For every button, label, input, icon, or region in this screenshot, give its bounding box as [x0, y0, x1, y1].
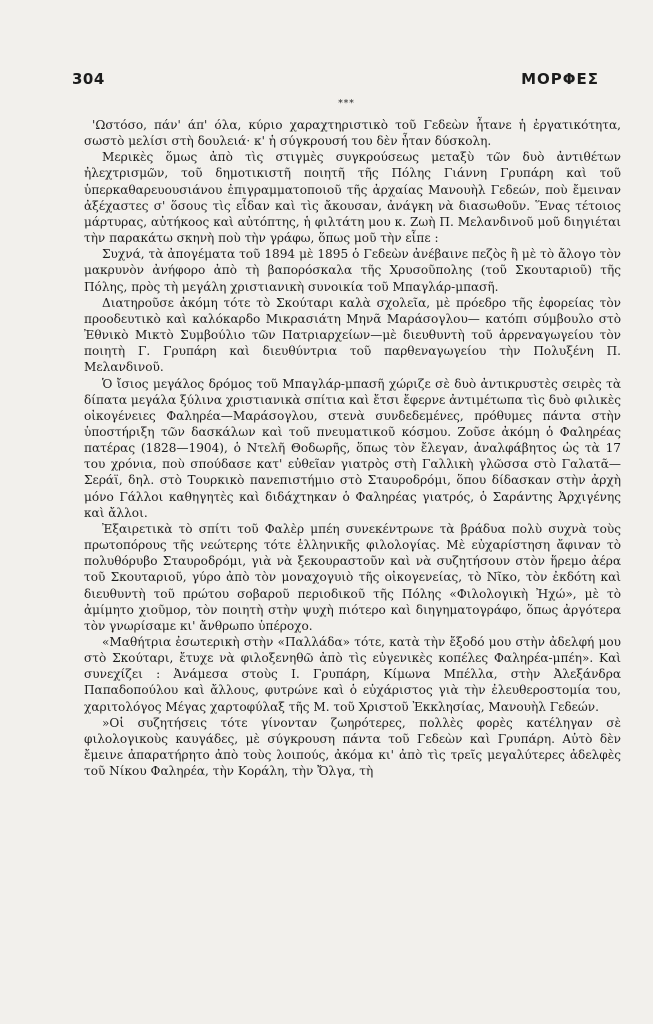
paragraph: Ἐξαιρετικὰ τὸ σπίτι τοῦ Φαλὲρ μπέη συνεκέντρωνε τὰ βράδυα πολὺ συχνὰ τοὺς πρωτοπόρους τῆς νεώτερης τότε ἑλληνικῆς φιλολογίας. Μὲ εὐχαρίστηση ἄφιναν τὸ πολυθόρυβο Σταυροδρόμι, γιὰ νὰ ξεκουραστοῦν καὶ νὰ συζητήσουν στὸν ἥρεμο ἀέρα τοῦ Σκουταριοῦ, γύρο ἀπὸ τὸν μοναχογυιὸ τῆς οἰκογενείας, τὸ Νῖκο, τὸν ἐκδότη καὶ διευθυντὴ τοῦ πρώτου σοβαροῦ περιοδικοῦ τῆς Πόλης «Φιλολογικὴ Ἠχώ», μὲ τὸ ἀμίμητο χιοῦμορ, τὸν ποιητὴ στὴν ψυχὴ πιότερο καὶ διηγηματογράφο, ὅπως ἀργότερα τὸν γνωρίσαμε κι' ἄνθρωπο ὑπέροχο. — [84, 521, 621, 633]
paragraph: 'Ωστόσο, πάν' άπ' όλα, κύριο χαραχτηριστικὸ τοῦ Γεδεὼν ἦτανε ἡ ἐργατικότητα, σωστὸ μελίσι στὴ δουλειά· κ' ἡ σύγκρουσή του δὲν ἦταν δύσκολη. — [84, 118, 621, 149]
paragraph: Μερικὲς ὅμως ἀπὸ τὶς στιγμὲς συγκρούσεως μεταξὺ τῶν δυὸ ἀντιθέτων ἠλεχτρισμῶν, τοῦ δημοτικιστῆ ποιητῆ τῆς Πόλης Γιάννη Γρυπάρη καὶ τοῦ ὑπερκαθαρευουσιάνου ἐπιγραμματοποιοῦ τῆς ἀρχαίας Μανουὴλ Γεδεών, ποὺ ἔμειναν ἀξέχαστες σ' ὅσους τὶς εἶδαν καὶ τὶς ἄκουσαν, ἀνάγκη νὰ διασωθοῦν. Ἕνας τέτοιος μάρτυρας, αὐτήκοος καὶ αὐτόπτης, ἡ φιλτάτη μου κ. Ζωὴ Π. Μελανδινοῦ μοῦ διηγιέται τὴν παρακάτω σκηνὴ ποὺ τὴν γράφω, ὅπως μοῦ τὴν εἶπε : — [84, 150, 621, 246]
body-text — [84, 117, 621, 779]
paragraph: Ὁ ἴσιος μεγάλος δρόμος τοῦ Μπαγλάρ-μπασῆ χώριζε σὲ δυὸ ἀντικρυστὲς σειρὲς τὰ δίπατα μεγάλα ξύλινα χριστιανικὰ σπίτια καὶ ἔτσι ἔφερνε ἀντιμέτωπα τὶς δυὸ φιλικὲς οἰκογένειες Φαληρέα—Μαράσογλου, στενὰ συνδεδεμένες, πρόθυμες πάντα στὴν ὑποστήριξη τῶν δασκάλων καὶ τοῦ πνευματικοῦ κόσμου. Ζοῦσε ἀκόμη ὁ Φαληρέας πατέρας (1828—1904), ὁ Ντελῆ Θοδωρῆς, ὅπως τὸν ἔλεγαν, ἀναλφάβητος ὡς τὰ 17 του χρόνια, ποὺ σπούδασε κατ' εὐθεῖαν γιατρὸς στὴ Γαλλικὴ γλῶσσα στὸ Γαλατᾶ—Σεράϊ, δηλ. στὸ Τουρκικὸ πανεπιστήμιο στὸ Σταυροδρόμι, ὅπου δίδασκαν στὴν ἀρχὴ μόνο Γάλλοι καθηγητὲς καὶ διδάχτηκαν ὁ Φαληρέας γιατρός, ὁ Σαράντης Ἀρχιγένης καὶ ἄλλοι. — [84, 376, 621, 520]
page-header — [72, 70, 599, 92]
running-head: ΜΟΡΦΕΣ — [521, 70, 599, 88]
paragraph: »Οἱ συζητήσεις τότε γίνονταν ζωηρότερες, πολλὲς φορὲς κατέληγαν σὲ φιλολογικοὺς καυγάδες, μὲ σύγκρουση πάντα τοῦ Γεδεὼν καὶ Γρυπάρη. Αὐτὸ δὲν ἔμεινε ἀπαρατήρητο ἀπὸ τοὺς λοιπούς, ἀκόμα κι' ἀπὸ τὶς τρεῖς μεγαλύτερες ἀδελφὲς τοῦ Νίκου Φαληρέα, τὴν Κοράλη, τὴν Ὄλγα, τὴ — [84, 715, 621, 779]
page-number: 304 — [72, 70, 105, 88]
paragraph: «Μαθήτρια ἐσωτερικὴ στὴν «Παλλάδα» τότε, κατὰ τὴν ἔξοδό μου στὴν ἀδελφή μου στὸ Σκούταρι, ἔτυχε νὰ φιλοξενηθῶ ἀπὸ τὶς εὐγενικὲς κοπέλες Φαληρέα-μπέη». Καὶ συνεχίζει : Ἀνάμεσα στοὺς Ι. Γρυπάρη, Κίμωνα Μπέλλα, στὴν Ἀλεξάνδρα Παπαδοπούλου καὶ ἄλλους, φυτρώνε καὶ ὁ εὐχάριστος γιὰ τὴν ἐλευθεροστομία του, χαριτολόγος Μέγας χαρτοφύλαξ τῆς Μ. τοῦ Χριστοῦ Ἐκκλησίας, Μανουὴλ Γεδεών. — [84, 635, 621, 714]
paragraph: Συχνά, τὰ ἀπογέματα τοῦ 1894 μὲ 1895 ὁ Γεδεὼν ἀνέβαινε πεζὸς ἢ μὲ τὸ ἄλογο τὸν μακρυνὸν ἀνήφορο ἀπὸ τὴ βαπορόσκαλα τῆς Χρυσοῦπολης (τοῦ Σκουταριοῦ) τῆς Πόλης, πρὸς τὴ μεγάλη χριστιανικὴ συνοικία τοῦ Μπαγλάρ-μπασῆ. — [84, 247, 621, 294]
paragraph: Διατηροῦσε ἀκόμη τότε τὸ Σκούταρι καλὰ σχολεῖα, μὲ πρόεδρο τῆς ἐφορείας τὸν προοδευτικὸ καὶ καλόκαρδο Μικρασιάτη Μηνᾶ Μαράσογλου— κατόπι σύμβουλο στὸ Ἐθνικὸ Μικτὸ Συμβούλιο τῶν Πατριαρχείων—μὲ διευθυντὴ τοῦ ἀρρεναγωγείου τὸν ποιητὴ Γ. Γρυπάρη καὶ διευθύντρια τοῦ παρθεναγωγείου τὴν Πολυξένη Π. Μελανδινοῦ. — [84, 295, 621, 375]
section-separator: *** — [338, 99, 355, 109]
